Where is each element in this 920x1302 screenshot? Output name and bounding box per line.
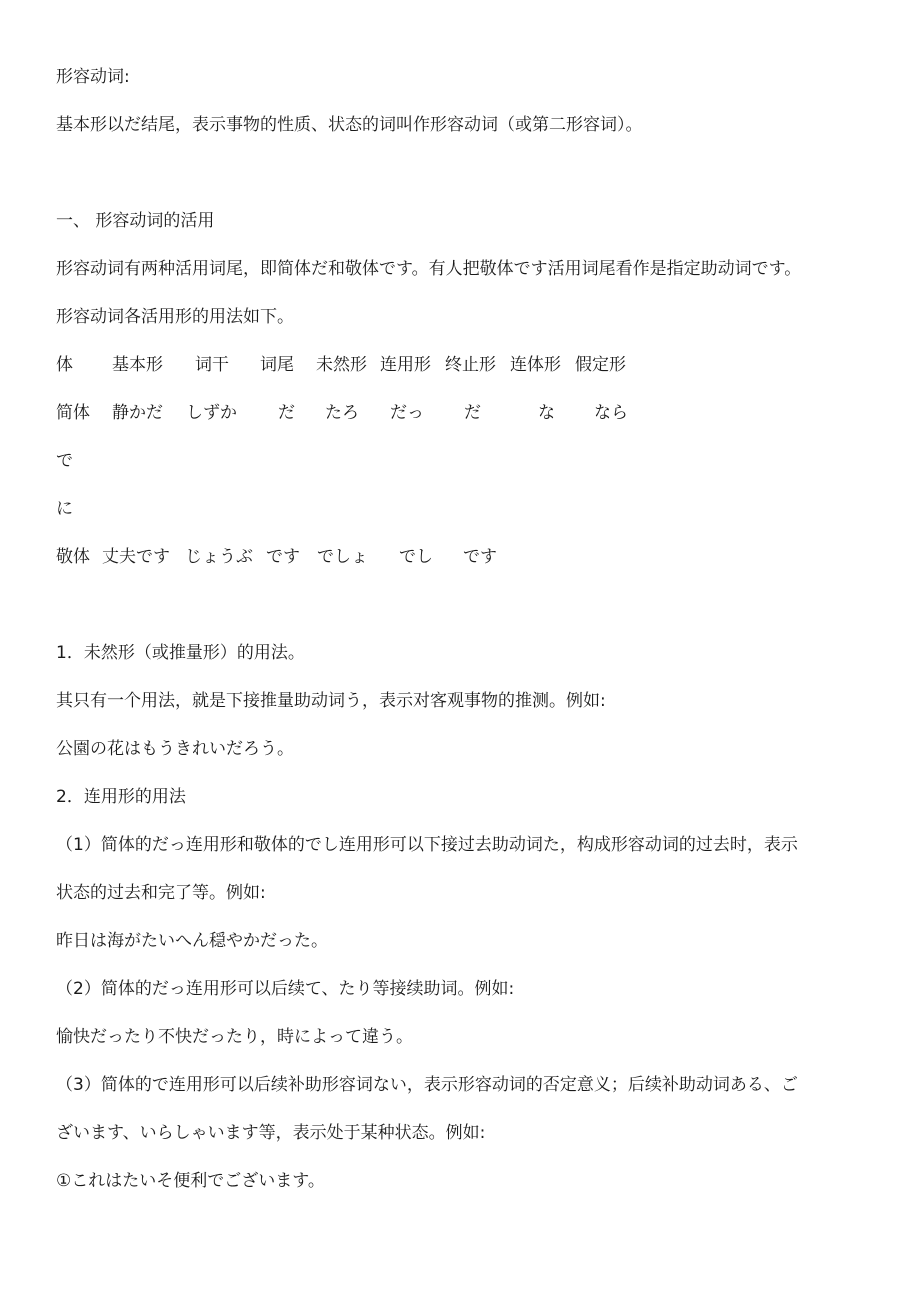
header-cell: 词干 [195,355,229,375]
table-cell: 静かだ [112,403,163,423]
section1-paragraph-1: 形容动词有两种活用词尾，即简体だ和敬体です。有人把敬体です活用词尾看作是指定助动词です。 [56,259,802,279]
subsection1-heading: 1．未然形（或推量形）的用法。 [56,643,305,663]
header-cell: 基本形 [112,355,163,375]
section1-heading: 一、 形容动词的活用 [56,211,215,231]
subsection2-heading: 2．连用形的用法 [56,787,186,807]
subsection2-example3: ①これはたいそ便利でございます。 [56,1171,325,1191]
table-continuation-ni: に [56,499,73,519]
table-cell: です [266,547,300,567]
table-cell: だっ [390,403,424,423]
table-cell: しずか [186,403,237,423]
header-cell: 终止形 [445,355,496,375]
subsection2-example1: 昨日は海がたいへん穏やかだった。 [56,931,328,951]
table-cell: だ [464,403,481,423]
subsection2-item3-line2: ざいます、いらしゃいます等，表示处于某种状态。例如: [56,1123,486,1143]
table-cell: でし [399,547,433,567]
header-cell: 未然形 [316,355,367,375]
table-cell: だ [278,403,295,423]
header-cell: 连体形 [510,355,561,375]
definition-paragraph: 基本形以だ结尾，表示事物的性质、状态的词叫作形容动词（或第二形容词）。 [56,115,643,135]
table-continuation-de: で [56,451,73,471]
table-cell: 丈夫です [102,547,170,567]
table-cell: です [463,547,497,567]
subsection2-item2: （2）简体的だっ连用形可以后续て、たり等接续助词。例如: [56,979,515,999]
table-cell: じょうぶ [185,547,253,567]
subsection1-paragraph: 其只有一个用法，就是下接推量助动词う，表示对客观事物的推测。例如: [56,691,606,711]
header-cell: 假定形 [575,355,626,375]
header-cell: 体 [56,355,73,375]
subsection2-item1-line2: 状态的过去和完了等。例如: [56,883,266,903]
table-cell: でしょ [317,547,368,567]
section1-paragraph-2: 形容动词各活用形的用法如下。 [56,307,294,327]
table-cell: 简体 [56,403,90,423]
table-cell: なら [594,403,628,423]
subsection2-item3-line1: （3）简体的で连用形可以后续补助形容词ない，表示形容动词的否定意义；后续补助动词ある、ご [56,1075,798,1095]
subsection2-example2: 愉快だったり不快だったり，時によって違う。 [56,1027,413,1047]
table-cell: たろ [325,403,359,423]
table-cell: な [538,403,555,423]
header-cell: 连用形 [380,355,431,375]
title-line: 形容动词: [56,67,130,87]
header-cell: 词尾 [260,355,294,375]
subsection2-item1-line1: （1）简体的だっ连用形和敬体的でし连用形可以下接过去助动词た，构成形容动词的过去时，表示 [56,835,798,855]
table-cell: 敬体 [56,547,90,567]
subsection1-example: 公園の花はもうきれいだろう。 [56,739,294,759]
